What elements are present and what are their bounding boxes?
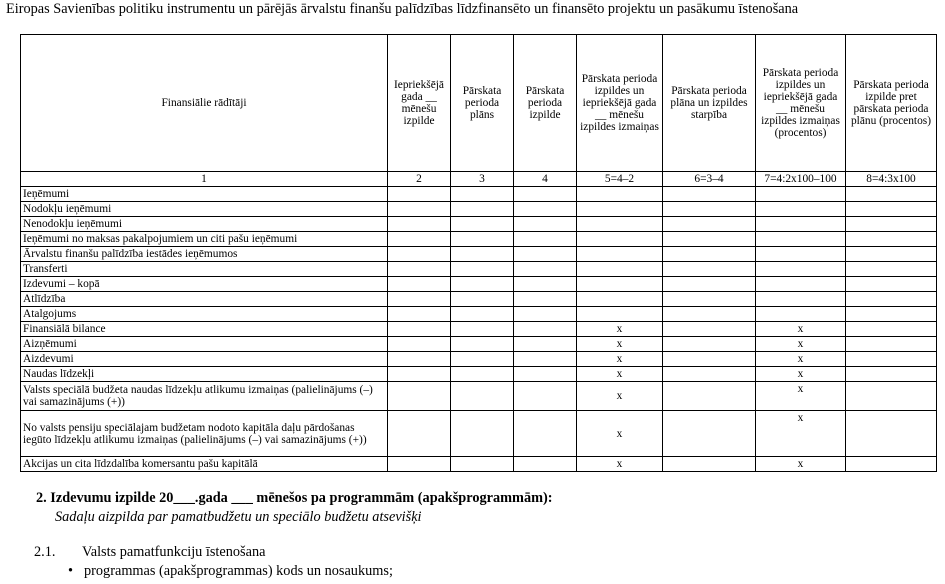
column-header: Pārskata perioda izpildes un iepriekšējā gada __ mēnešu izpildes izmaiņas (procentos) (756, 35, 846, 172)
row-label: Aizņēmumi (21, 337, 388, 352)
row-label: Nodokļu ieņēmumi (21, 202, 388, 217)
row-cell-col7: x (756, 337, 846, 352)
row-cell-col7: x (756, 411, 846, 457)
row-cell-col5 (577, 277, 663, 292)
row-cell-col5 (577, 187, 663, 202)
row-label: Ieņēmumi no maksas pakalpojumiem un citi pašu ieņēmumi (21, 232, 388, 247)
row-label: Valsts speciālā budžeta naudas līdzekļu atlikumu izmaiņas (palielinājums (–) vai samazinājums (+)) (21, 382, 388, 411)
column-number: 3 (451, 172, 514, 187)
row-cell-col5 (577, 262, 663, 277)
row-cell-col5: x (577, 367, 663, 382)
column-number: 2 (388, 172, 451, 187)
row-label: No valsts pensiju speciālajam budžetam nodoto kapitāla daļu pārdošanas iegūto līdzekļu atlikumu izmaiņas (palielinājums (–) vai samazinājums (+)) (21, 411, 388, 457)
row-cell-col7 (756, 277, 846, 292)
column-number: 5=4–2 (577, 172, 663, 187)
row-cell-col7: x (756, 322, 846, 337)
row-label: Transferti (21, 262, 388, 277)
row-cell-col7: x (756, 457, 846, 472)
table-row (21, 232, 937, 247)
row-cell-col7: x (756, 367, 846, 382)
row-cell-col7 (756, 307, 846, 322)
section-2-subtitle: Sadaļu aizpilda par pamatbudžetu un speciālo budžetu atsevišķi (55, 509, 422, 525)
table-row (21, 337, 937, 352)
column-header: Pārskata perioda izpilde (514, 35, 577, 172)
section-2-1-number: 2.1. (34, 544, 56, 560)
row-label: Nenodokļu ieņēmumi (21, 217, 388, 232)
row-cell-col7 (756, 247, 846, 262)
row-label: Akcijas un cita līdzdalība komersantu pašu kapitālā (21, 457, 388, 472)
column-number: 1 (21, 172, 388, 187)
column-header: Finansiālie rādītāji (21, 35, 388, 172)
row-cell-col5: x (577, 322, 663, 337)
column-header: Pārskata perioda izpildes un iepriekšējā gada __ mēnešu izpildes izmaiņas (577, 35, 663, 172)
row-cell-col7 (756, 262, 846, 277)
column-number-row (21, 172, 937, 187)
column-header: Pārskata perioda plāna un izpildes starpība (663, 35, 756, 172)
row-label: Izdevumi – kopā (21, 277, 388, 292)
section-2-1-text: Valsts pamatfunkciju īstenošana (82, 544, 266, 560)
table-row (21, 202, 937, 217)
table-row (21, 322, 937, 337)
row-cell-col5 (577, 247, 663, 262)
row-cell-col5: x (577, 337, 663, 352)
row-label: Naudas līdzekļi (21, 367, 388, 382)
row-cell-col5: x (577, 457, 663, 472)
row-cell-col7 (756, 217, 846, 232)
table-row (21, 352, 937, 367)
row-cell-col7 (756, 292, 846, 307)
bullet-item (68, 563, 393, 580)
row-cell-col5 (577, 307, 663, 322)
row-label: Ieņēmumi (21, 187, 388, 202)
table-row (21, 262, 937, 277)
row-cell-col5: x (577, 352, 663, 367)
row-cell-col5 (577, 217, 663, 232)
table-row (21, 411, 937, 457)
bullet-glyph: • (68, 563, 74, 579)
table-row (21, 307, 937, 322)
table-row (21, 187, 937, 202)
row-label: Finansiālā bilance (21, 322, 388, 337)
section-2-heading: 2. Izdevumu izpilde 20___.gada ___ mēnešos pa programmām (apakšprogrammām): (36, 490, 553, 506)
row-cell-col5: x (577, 382, 663, 411)
table-row (21, 277, 937, 292)
row-label: Atalgojums (21, 307, 388, 322)
column-number: 8=4:3x100 (846, 172, 937, 187)
row-cell-col5: x (577, 411, 663, 457)
column-number: 7=4:2x100–100 (756, 172, 846, 187)
document-title: Eiropas Savienības politiku instrumentu un pārējās ārvalstu finanšu palīdzības līdzfinansēto un finansēto projektu un pasākumu īstenošana (6, 1, 799, 17)
row-label: Aizdevumi (21, 352, 388, 367)
row-label: Ārvalstu finanšu palīdzība iestādes ieņēmumos (21, 247, 388, 262)
row-cell-col5 (577, 232, 663, 247)
row-cell-col5 (577, 292, 663, 307)
row-cell-col5 (577, 202, 663, 217)
row-cell-col7 (756, 187, 846, 202)
table-header-row (21, 35, 937, 172)
column-header: Pārskata perioda izpilde pret pārskata perioda plānu (procentos) (846, 35, 937, 172)
row-cell-col7 (756, 232, 846, 247)
row-cell-col7 (756, 202, 846, 217)
row-label: Atlīdzība (21, 292, 388, 307)
row-cell-col7: x (756, 352, 846, 367)
column-number: 4 (514, 172, 577, 187)
column-number: 6=3–4 (663, 172, 756, 187)
table-row (21, 247, 937, 262)
table-row (21, 457, 937, 472)
bullet-text: programmas (apakšprogrammas) kods un nosaukums; (84, 563, 393, 579)
table-row (21, 292, 937, 307)
table-row (21, 382, 937, 411)
table-row (21, 367, 937, 382)
row-cell-col7: x (756, 382, 846, 411)
column-header: Iepriekšējā gada __ mēnešu izpilde (388, 35, 451, 172)
section-2-1 (34, 544, 265, 561)
table-row (21, 217, 937, 232)
financial-indicators-table (20, 34, 937, 472)
column-header: Pārskata perioda plāns (451, 35, 514, 172)
